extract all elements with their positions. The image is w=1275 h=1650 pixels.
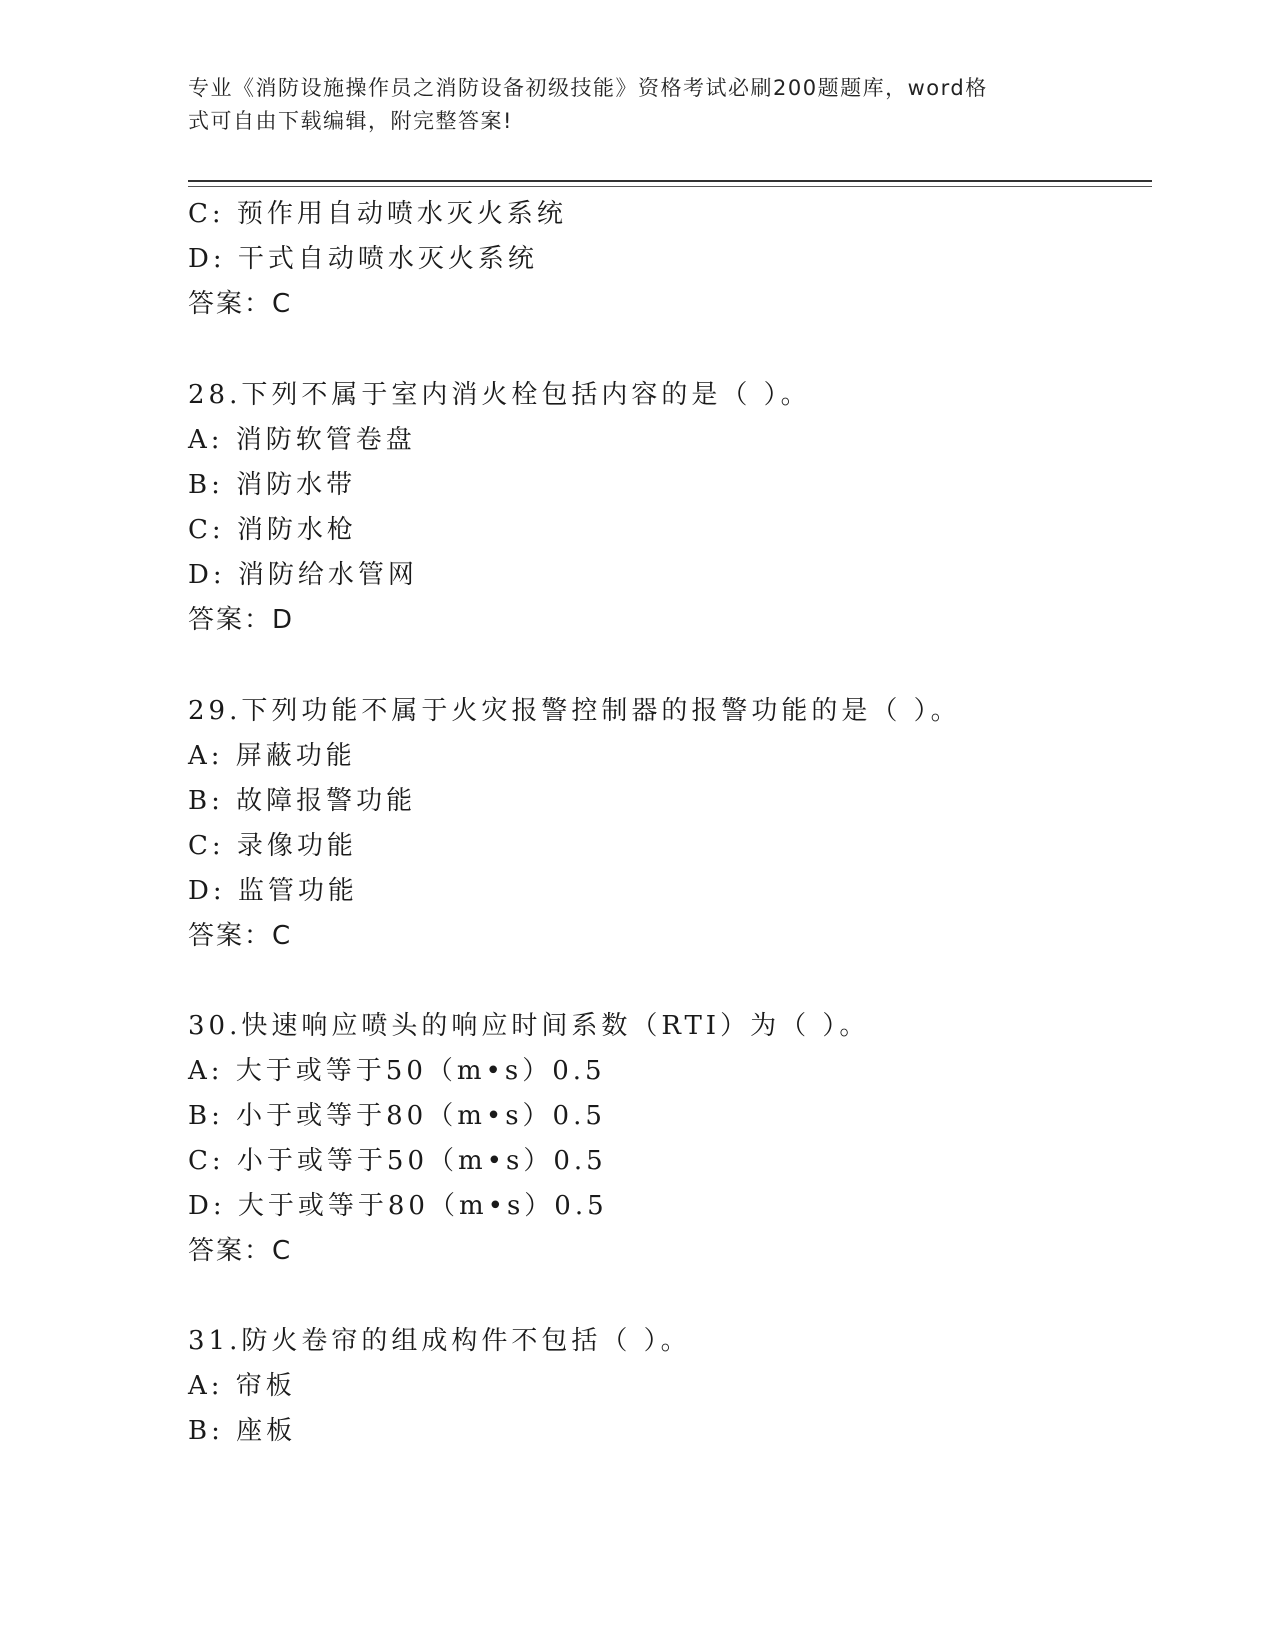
q27-option-c: C: 预作用自动喷水灭火系统 (188, 199, 567, 229)
header-line-2: 式可自由下载编辑，附完整答案! (188, 109, 513, 133)
q30-option-d: D: 大于或等于80（m•s）0.5 (188, 1191, 608, 1221)
q29-answer: 答案：C (188, 921, 293, 951)
q28-option-d: D: 消防给水管网 (188, 560, 418, 590)
q30-question: 30.快速响应喷头的响应时间系数（RTI）为（ ）。 (188, 1011, 870, 1041)
q30-option-c: C: 小于或等于50（m•s）0.5 (188, 1146, 607, 1176)
q29-option-b: B: 故障报警功能 (188, 786, 417, 816)
q28-option-c: C: 消防水枪 (188, 515, 357, 545)
q29-option-a: A: 屏蔽功能 (188, 741, 356, 771)
q29-question: 29.下列功能不属于火灾报警控制器的报警功能的是（ ）。 (188, 696, 961, 726)
q31-option-a: A: 帘板 (188, 1371, 296, 1401)
q27-answer: 答案：C (188, 289, 293, 319)
q31-option-b: B: 座板 (188, 1416, 297, 1446)
q29-option-d: D: 监管功能 (188, 876, 358, 906)
header-line-1: 专业《消防设施操作员之消防设备初级技能》资格考试必刷200题题库，word格 (188, 76, 988, 100)
q28-answer: 答案：D (188, 605, 295, 635)
document-header (188, 72, 1068, 138)
q28-option-b: B: 消防水带 (188, 470, 357, 500)
header-divider-thick (188, 180, 1152, 182)
q27-option-d: D: 干式自动喷水灭火系统 (188, 244, 538, 274)
q30-option-b: B: 小于或等于80（m•s）0.5 (188, 1101, 606, 1131)
q30-option-a: A: 大于或等于50（m•s）0.5 (188, 1056, 606, 1086)
q28-option-a: A: 消防软管卷盘 (188, 425, 416, 455)
q30-answer: 答案：C (188, 1236, 293, 1266)
q28-question: 28.下列不属于室内消火栓包括内容的是（ ）。 (188, 380, 811, 410)
header-divider-thin (188, 186, 1152, 187)
q31-question: 31.防火卷帘的组成构件不包括（ ）。 (188, 1326, 691, 1356)
q29-option-c: C: 录像功能 (188, 831, 357, 861)
